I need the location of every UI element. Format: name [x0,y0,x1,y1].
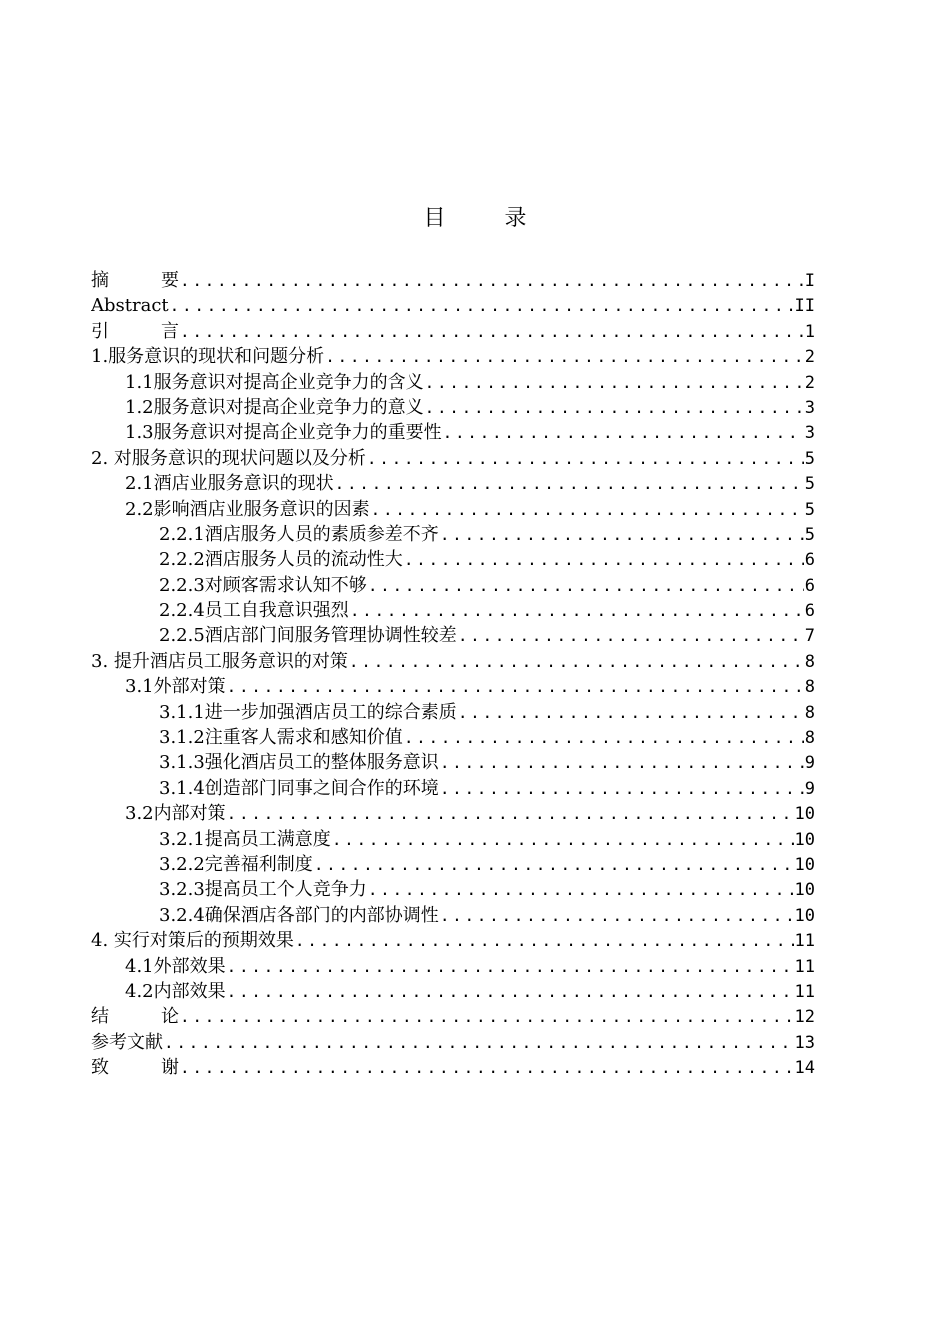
toc-dot-leader [325,344,804,369]
toc-entry-label [91,1004,179,1029]
toc-entry-label: Abstract [91,295,169,317]
toc-entry-label [91,1055,179,1080]
toc-entry-label [91,319,179,344]
toc-dot-leader [440,750,804,775]
toc-entry[interactable] [91,420,815,445]
toc-entry-label: 参考文献 [91,1031,163,1053]
toc-entry[interactable] [91,1055,815,1080]
toc-entry-label: 2.2.3对顾客需求认知不够 [159,574,367,596]
toc-entry[interactable] [91,1030,815,1055]
toc-entry-label: 2.2.2酒店服务人员的流动性大 [159,549,403,571]
toc-entry-label: 3.2.2完善福利制度 [159,853,313,875]
toc-page-number: 5 [804,474,815,495]
toc-entry[interactable] [91,344,815,369]
toc-page-number: 9 [804,778,815,799]
toc-dot-leader [314,852,794,877]
toc-page-number: II [794,296,815,317]
toc-page-number: 11 [794,956,815,977]
toc-page-number: 8 [804,702,815,723]
toc-entry-label: 2. 对服务意识的现状问题以及分析 [91,447,366,469]
toc-entry[interactable] [91,877,815,902]
toc-entry[interactable] [91,903,815,928]
toc-entry[interactable] [91,319,815,344]
toc-dot-leader [404,725,804,750]
toc-entry[interactable] [91,649,815,674]
toc-entry-label: 1.2服务意识对提高企业竞争力的意义 [125,396,424,418]
toc-page-number: 10 [794,804,815,825]
page-title: 目 录 [423,206,553,231]
toc-entry-label: 1.1服务意识对提高企业竞争力的含义 [125,371,424,393]
toc-entry[interactable] [91,776,815,801]
toc-dot-leader [443,420,804,445]
toc-entry[interactable] [91,928,815,953]
toc-page-number: 13 [794,1032,815,1053]
toc-dot-leader [440,776,804,801]
toc-entry-label: 4. 实行对策后的预期效果 [91,930,294,952]
toc-entry-label: 3.2内部对策 [125,803,226,825]
toc-entry-label: 3.1.3强化酒店员工的整体服务意识 [159,752,439,774]
toc-entry-label: 2.2.1酒店服务人员的素质参差不齐 [159,523,439,545]
table-of-contents [91,268,815,1081]
toc-entry[interactable] [91,395,815,420]
toc-entry[interactable] [91,293,815,318]
toc-dot-leader [180,268,804,293]
toc-dot-leader [227,979,794,1004]
toc-dot-leader [180,1055,794,1080]
toc-entry-label: 4.1外部效果 [125,955,226,977]
toc-entry[interactable] [91,623,815,648]
toc-page-number: 5 [804,524,815,545]
toc-dot-leader [440,903,794,928]
toc-page-number: 11 [794,981,815,1002]
toc-entry-label: 3.1.4创造部门同事之间合作的环境 [159,777,439,799]
toc-entry[interactable] [91,573,815,598]
toc-page-number: 10 [794,880,815,901]
toc-entry-label [91,268,179,293]
toc-entry-label-char: 摘 [91,270,109,291]
toc-dot-leader [180,319,804,344]
toc-entry-label: 2.1酒店业服务意识的现状 [125,473,334,495]
toc-page-number: 10 [794,905,815,926]
toc-entry-label-char: 致 [91,1057,109,1079]
toc-entry-label: 2.2.5酒店部门间服务管理协调性较差 [159,625,457,647]
toc-page-number: 6 [804,601,815,622]
toc-entry-label: 3.2.3提高员工个人竞争力 [159,879,367,901]
toc-page-number: 6 [804,575,815,596]
toc-dot-leader [295,928,794,953]
toc-entry[interactable] [91,1004,815,1029]
toc-entry[interactable] [91,497,815,522]
toc-page-number: 3 [804,423,815,444]
toc-page-number: 5 [804,448,815,469]
toc-entry-label: 1.服务意识的现状和问题分析 [91,346,325,368]
toc-page-number: 9 [804,753,815,774]
toc-entry[interactable] [91,954,815,979]
toc-entry-label: 2.2.4员工自我意识强烈 [159,600,349,622]
toc-page-number: 1 [804,321,815,342]
toc-entry-label-char: 论 [161,1006,179,1028]
toc-dot-leader [227,674,804,699]
toc-entry[interactable] [91,827,815,852]
toc-page-number: 2 [804,372,815,393]
toc-dot-leader [227,954,794,979]
toc-dot-leader [458,623,804,648]
toc-entry[interactable] [91,801,815,826]
toc-page-number: 6 [804,550,815,571]
toc-entry[interactable] [91,725,815,750]
toc-page-number: 2 [804,347,815,368]
toc-page-number: 11 [794,931,815,952]
toc-entry[interactable] [91,522,815,547]
toc-dot-leader [368,573,804,598]
toc-dot-leader [425,370,804,395]
toc-entry[interactable] [91,268,815,293]
toc-entry-label: 3. 提升酒店员工服务意识的对策 [91,650,348,672]
toc-entry[interactable] [91,700,815,725]
toc-page-number: 5 [804,499,815,520]
toc-dot-leader [350,598,804,623]
toc-dot-leader [349,649,804,674]
toc-dot-leader [227,801,794,826]
toc-entry-label: 3.1.1进一步加强酒店员工的综合素质 [159,701,457,723]
toc-page-number: 10 [794,829,815,850]
toc-page-number: 8 [804,651,815,672]
toc-page-number: 8 [804,677,815,698]
toc-entry-label: 1.3服务意识对提高企业竞争力的重要性 [125,422,442,444]
toc-entry-label-char: 言 [161,320,179,342]
toc-page-number: 8 [804,728,815,749]
toc-entry-label-char: 结 [91,1006,109,1028]
toc-dot-leader [164,1030,794,1055]
toc-entry[interactable] [91,674,815,699]
toc-entry-label-char: 谢 [161,1057,179,1079]
toc-entry-label-char: 要 [161,270,179,291]
toc-dot-leader [404,547,804,572]
toc-dot-leader [371,497,804,522]
toc-entry-label: 3.2.4确保酒店各部门的内部协调性 [159,904,439,926]
toc-entry-label-char: 引 [91,320,109,342]
toc-dot-leader [425,395,804,420]
toc-dot-leader [458,700,804,725]
toc-entry[interactable] [91,598,815,623]
toc-entry[interactable] [91,471,815,496]
toc-entry-label: 3.2.1提高员工满意度 [159,828,331,850]
toc-entry-label: 4.2内部效果 [125,980,226,1002]
toc-page-number: 14 [794,1058,815,1079]
toc-entry[interactable] [91,979,815,1004]
toc-dot-leader [332,827,794,852]
toc-entry[interactable] [91,547,815,572]
toc-entry[interactable] [91,750,815,775]
toc-entry[interactable] [91,370,815,395]
toc-page-number: 10 [794,854,815,875]
toc-entry[interactable] [91,446,815,471]
toc-dot-leader [367,446,804,471]
toc-entry-label: 3.1外部对策 [125,676,226,698]
toc-page-number: 12 [794,1007,815,1028]
toc-dot-leader [180,1004,794,1029]
toc-dot-leader [368,877,794,902]
toc-dot-leader [335,471,804,496]
toc-page-number: 7 [804,626,815,647]
toc-entry-label: 3.1.2注重客人需求和感知价值 [159,727,403,749]
toc-page-number: I [804,271,815,291]
toc-entry-label: 2.2影响酒店业服务意识的因素 [125,498,370,520]
toc-dot-leader [440,522,804,547]
toc-page-number: 3 [804,397,815,418]
toc-entry[interactable] [91,852,815,877]
toc-dot-leader [170,293,794,318]
